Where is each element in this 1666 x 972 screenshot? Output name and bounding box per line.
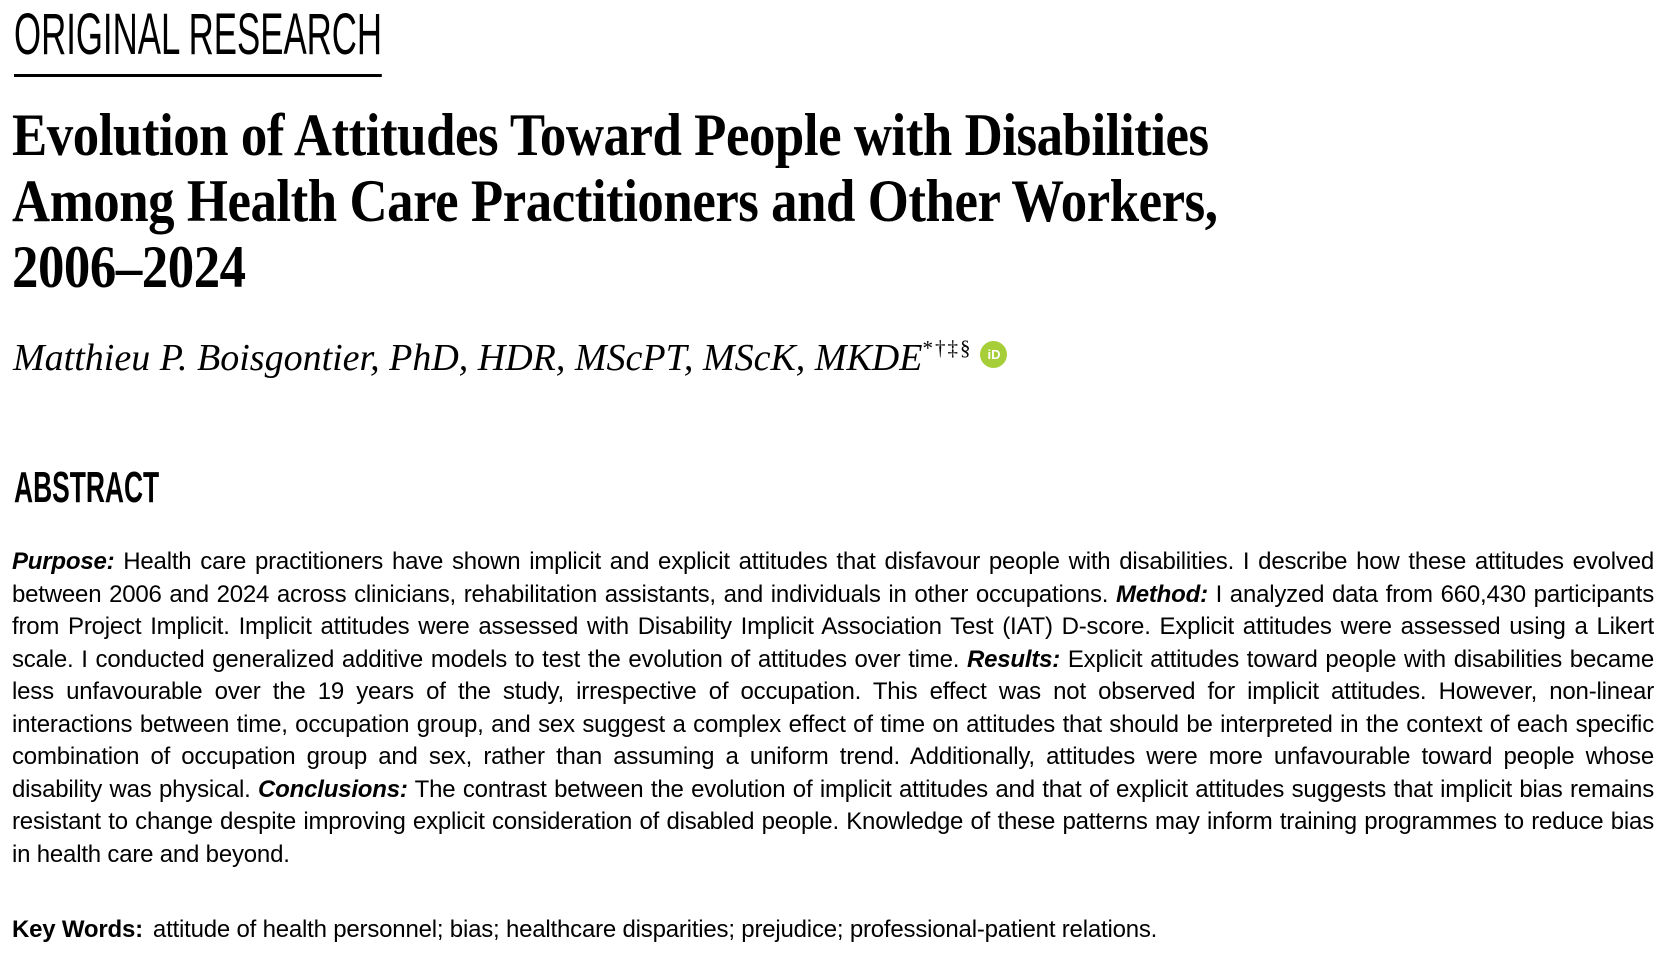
method-label: Method: [1115, 580, 1208, 608]
results-text: Explicit attitudes toward people with disabilities became less unfavourable over the 19 years of the study, irrespective of occupation. This effect was not observed for implicit attitudes. However, non-linear interactions between time, occupation group, and sex suggest a complex effect of time on attitudes that should be interpreted in the context of each specific combination of occupation group and sex, rather than assuming a uniform trend. Additionally, attitudes were more unfavourable toward people whose disability was physical. [12, 645, 1654, 803]
title-line-3: 2006–2024 [12, 234, 246, 300]
orcid-icon[interactable]: iD [980, 341, 1007, 368]
purpose-text: Health care practitioners have shown implicit and explicit attitudes that disfavour people with disabilities. I describe how these attitudes evolved between 2006 and 2024 across clinicians, rehabilitation assistants, and individuals in other occupations. [12, 548, 1655, 608]
conclusions-label: Conclusions: [258, 775, 408, 803]
conclusions-text: The contrast between the evolution of implicit attitudes and that of explicit attitudes suggests that implicit bias remains resistant to change despite improving explicit consideration of disabled people. Knowledge of these patterns may inform training programmes to reduce bias in health care and beyond. [12, 775, 1654, 868]
author-line [13, 336, 1007, 380]
results-label: Results: [967, 645, 1061, 673]
kicker-label: ORIGINAL RESEARCH [14, 6, 382, 77]
keywords-text: attitude of health personnel; bias; healthcare disparities; prejudice; professional-patient relations. [152, 916, 1158, 943]
purpose-label: Purpose: [12, 548, 115, 575]
method-text: I analyzed data from 660,430 participants from Project Implicit. Implicit attitudes were assessed with Disability Implicit Association Test (IAT) D-score. Explicit attitudes were assessed using a Likert scale. I conducted generalized additive models to test the evolution of attitudes over time. [12, 580, 1654, 673]
author-name: Matthieu P. Boisgontier, PhD, HDR, MScPT, MScK, MKDE [13, 337, 923, 379]
keywords-line [12, 916, 1157, 944]
keywords-label: Key Words: [12, 916, 143, 943]
affiliation-marks: *†‡§ [922, 336, 973, 360]
title-line-1: Evolution of Attitudes Toward People with Disabilities [12, 102, 1209, 168]
abstract-heading: ABSTRACT [14, 463, 160, 512]
title-line-2: Among Health Care Practitioners and Other Workers, [12, 168, 1218, 234]
section-kicker [14, 2, 627, 77]
page-title [12, 102, 1217, 300]
abstract-paragraph [12, 546, 1654, 871]
